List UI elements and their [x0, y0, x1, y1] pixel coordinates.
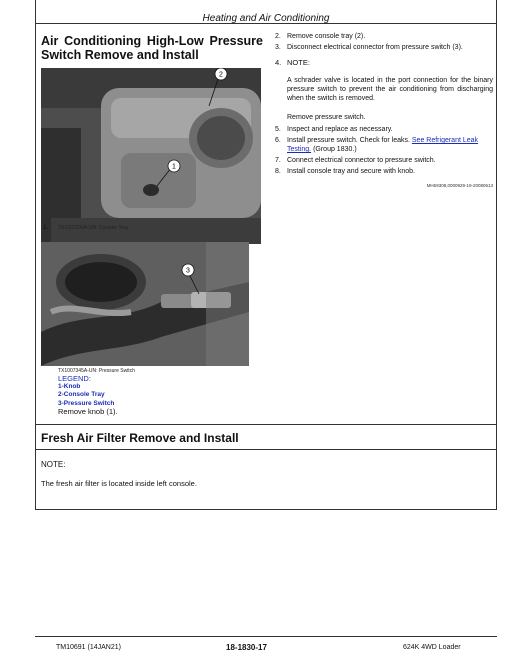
divider — [35, 449, 497, 450]
step-item — [275, 125, 493, 134]
step-item — [275, 32, 493, 41]
step-text-group-ref: (Group 1830.) — [313, 146, 357, 153]
step-text: Install pressure switch. Check for leaks. — [287, 137, 410, 144]
section-fresh-air-filter — [35, 425, 497, 510]
step-item — [275, 58, 493, 67]
header-title: Heating and Air Conditioning — [202, 13, 330, 24]
procedure-steps — [275, 32, 493, 190]
callout-2: 2 — [219, 71, 223, 79]
step-1-number: 1. — [43, 224, 49, 231]
step-number: 5. — [275, 126, 281, 133]
note-label: NOTE: — [41, 460, 66, 469]
step-number: 2. — [275, 33, 281, 40]
step-number: 3. — [275, 44, 281, 51]
step-number: 6. — [275, 137, 281, 144]
note-text: A schrader valve is located in the port connection for the binary pressure switch to prevent the air conditioning from discharging when the switch is removed. — [287, 77, 493, 102]
figure-1-caption: TX1007230A-UN: Console Tray — [58, 225, 129, 231]
step-text: Remove console tray (2). — [287, 33, 366, 40]
step-number: 4. — [275, 58, 282, 67]
refrigerant-leak-testing-link[interactable]: See Refrigerant Leak Testing. — [287, 137, 479, 153]
footer-model: 624K 4WD Loader — [403, 644, 461, 651]
legend-item: 2-Console Tray — [58, 391, 105, 399]
step-text: Connect electrical connector to pressure switch. — [287, 157, 436, 164]
legend-item: 3-Pressure Switch — [58, 399, 115, 407]
legend-item: 1-Knob — [58, 383, 81, 391]
callout-1: 1 — [172, 163, 176, 171]
note-text: The fresh air filter is located inside left console. — [41, 479, 197, 488]
step-text: Install console tray and secure with knob. — [287, 168, 416, 175]
step-number: 8. — [275, 168, 281, 175]
running-header — [35, 8, 497, 24]
step-text: Inspect and replace as necessary. — [287, 126, 393, 133]
figure-2-caption: TX1007345A-UN: Pressure Switch — [58, 368, 135, 374]
footer-divider — [35, 636, 497, 637]
sub-step-text: Remove pressure switch. — [287, 114, 366, 121]
footer-manual-id: TM10691 (14JAN21) — [56, 644, 121, 651]
pressure-switch-photo — [41, 242, 249, 366]
title-line-2: Switch Remove and Install — [41, 48, 199, 62]
step-item — [275, 156, 493, 165]
step-item — [275, 43, 493, 52]
document-code: MH69308,0000929-19-20080613 — [426, 183, 493, 188]
step-number: 7. — [275, 157, 281, 164]
step-1-text: Remove knob (1). — [58, 407, 118, 416]
legend — [58, 375, 114, 408]
step-item — [275, 136, 493, 154]
section-title: Fresh Air Filter Remove and Install — [41, 431, 239, 445]
console-tray-photo — [41, 68, 261, 244]
title-line-1: Air Conditioning High-Low Pressure — [41, 34, 263, 48]
section-pressure-switch — [35, 24, 497, 425]
section-title — [41, 34, 263, 62]
step-text: Disconnect electrical connector from pressure switch (3). — [287, 44, 463, 51]
callout-3: 3 — [186, 267, 190, 275]
step-item — [275, 167, 493, 176]
footer-page-number: 18-1830-17 — [226, 643, 267, 652]
legend-title: LEGEND: — [58, 374, 91, 383]
note-label: NOTE: — [287, 58, 310, 67]
